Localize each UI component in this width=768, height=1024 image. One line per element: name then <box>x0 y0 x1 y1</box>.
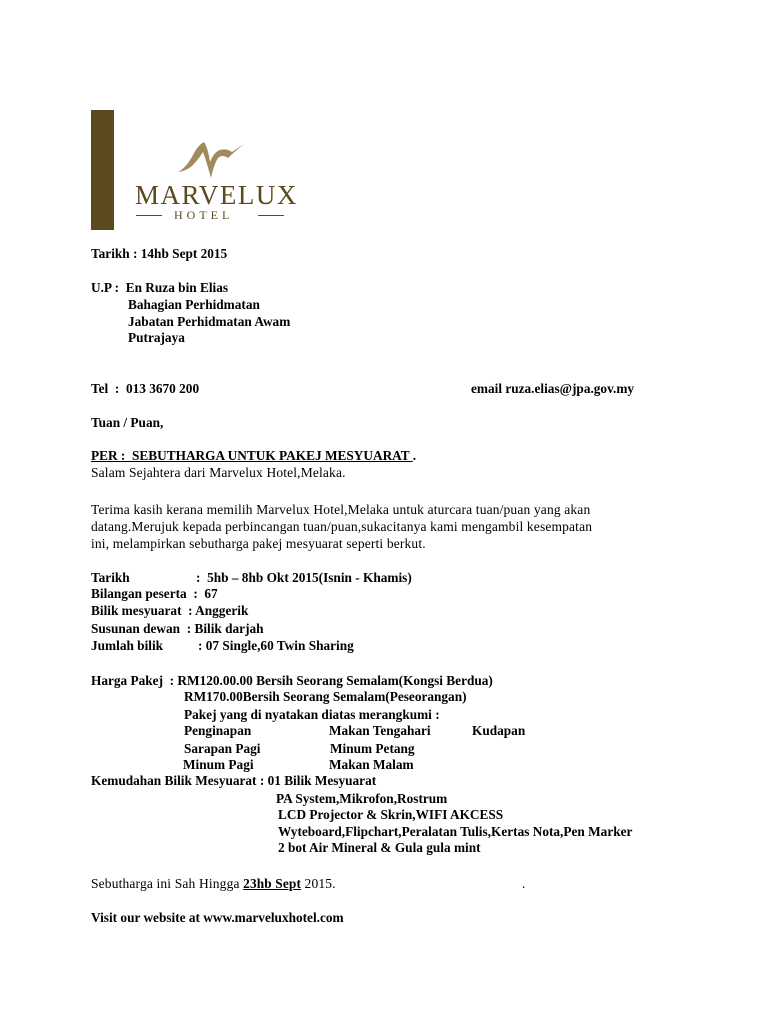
body-line-3: ini, melampirkan sebutharga pakej mesyuarat seperti berkut. <box>91 536 426 551</box>
package-line-2: RM170.00Bersih Seorang Semalam(Peseorangan) <box>184 689 467 704</box>
detail-tarikh-label: Tarikh <box>91 570 130 585</box>
package-item-makan-malam: Makan Malam <box>329 757 414 772</box>
package-line-3: Pakej yang di nyatakan diatas merangkumi : <box>184 707 440 722</box>
package-item-minum-petang: Minum Petang <box>330 741 415 756</box>
logo-line-right <box>258 215 284 216</box>
detail-peserta: Bilangan peserta : 67 <box>91 586 218 601</box>
recipient-line-4: Putrajaya <box>128 330 185 345</box>
package-item-makan-tengahari: Makan Tengahari <box>329 723 431 738</box>
recipient-line-2: Bahagian Perhidmatan <box>128 297 260 312</box>
detail-susunan: Susunan dewan : Bilik darjah <box>91 621 264 636</box>
website-line: Visit our website at www.marveluxhotel.com <box>91 910 344 925</box>
validity-dot: . <box>522 876 526 891</box>
detail-tarikh-value: : 5hb – 8hb Okt 2015(Isnin - Khamis) <box>196 570 412 585</box>
subject-line <box>91 447 416 464</box>
package-item-penginapan: Penginapan <box>184 723 252 738</box>
detail-bilik: Bilik mesyuarat : Anggerik <box>91 603 249 618</box>
recipient-line-3: Jabatan Perhidmatan Awam <box>128 314 291 329</box>
greeting: Salam Sejahtera dari Marvelux Hotel,Melaka. <box>91 465 346 480</box>
letter-date: Tarikh : 14hb Sept 2015 <box>91 246 228 261</box>
subject-tail: . <box>412 448 417 463</box>
package-item-sarapan: Sarapan Pagi <box>184 741 261 756</box>
validity-suffix: 2015. <box>301 876 336 891</box>
detail-jumlah-label: Jumlah bilik <box>91 638 164 653</box>
package-item-kudapan: Kudapan <box>472 723 526 738</box>
validity-line <box>91 875 336 892</box>
body-line-2: datang.Merujuk kepada perbincangan tuan/puan,sukacitanya kami mengambil kesempatan <box>91 519 593 534</box>
facilities-line-3: LCD Projector & Skrin,WIFI AKCESS <box>278 807 504 822</box>
email-line: email ruza.elias@jpa.gov.my <box>471 381 635 396</box>
body-line-1: Terima kasih kerana memilih Marvelux Hotel,Melaka untuk aturcara tuan/puan yang akan <box>91 502 591 517</box>
facilities-line-1: Kemudahan Bilik Mesyuarat : 01 Bilik Mesyuarat <box>91 773 377 788</box>
detail-jumlah-value: : 07 Single,60 Twin Sharing <box>198 638 354 653</box>
logo-bar <box>91 110 114 230</box>
logo-line-left <box>136 215 162 216</box>
salutation: Tuan / Puan, <box>91 415 164 430</box>
package-item-minum-pagi: Minum Pagi <box>183 757 254 772</box>
facilities-line-2: PA System,Mikrofon,Rostrum <box>276 791 448 806</box>
validity-prefix: Sebutharga ini Sah Hingga <box>91 876 244 891</box>
validity-date: 23hb Sept <box>243 876 302 891</box>
tel-line: Tel : 013 3670 200 <box>91 381 200 396</box>
subject-text: PER : SEBUTHARGA UNTUK PAKEJ MESYUARAT <box>91 448 413 463</box>
logo-name: MARVELUX <box>135 180 298 210</box>
logo-subtitle: HOTEL <box>174 208 234 222</box>
facilities-line-4: Wyteboard,Flipchart,Peralatan Tulis,Kertas Nota,Pen Marker <box>278 824 633 839</box>
mountain-logo-icon <box>176 138 246 180</box>
facilities-line-5: 2 bot Air Mineral & Gula gula mint <box>278 840 481 855</box>
logo-subtitle-row <box>136 207 286 223</box>
recipient-line-1: U.P : En Ruza bin Elias <box>91 280 229 295</box>
package-line-1: Harga Pakej : RM120.00.00 Bersih Seorang Semalam(Kongsi Berdua) <box>91 673 493 688</box>
